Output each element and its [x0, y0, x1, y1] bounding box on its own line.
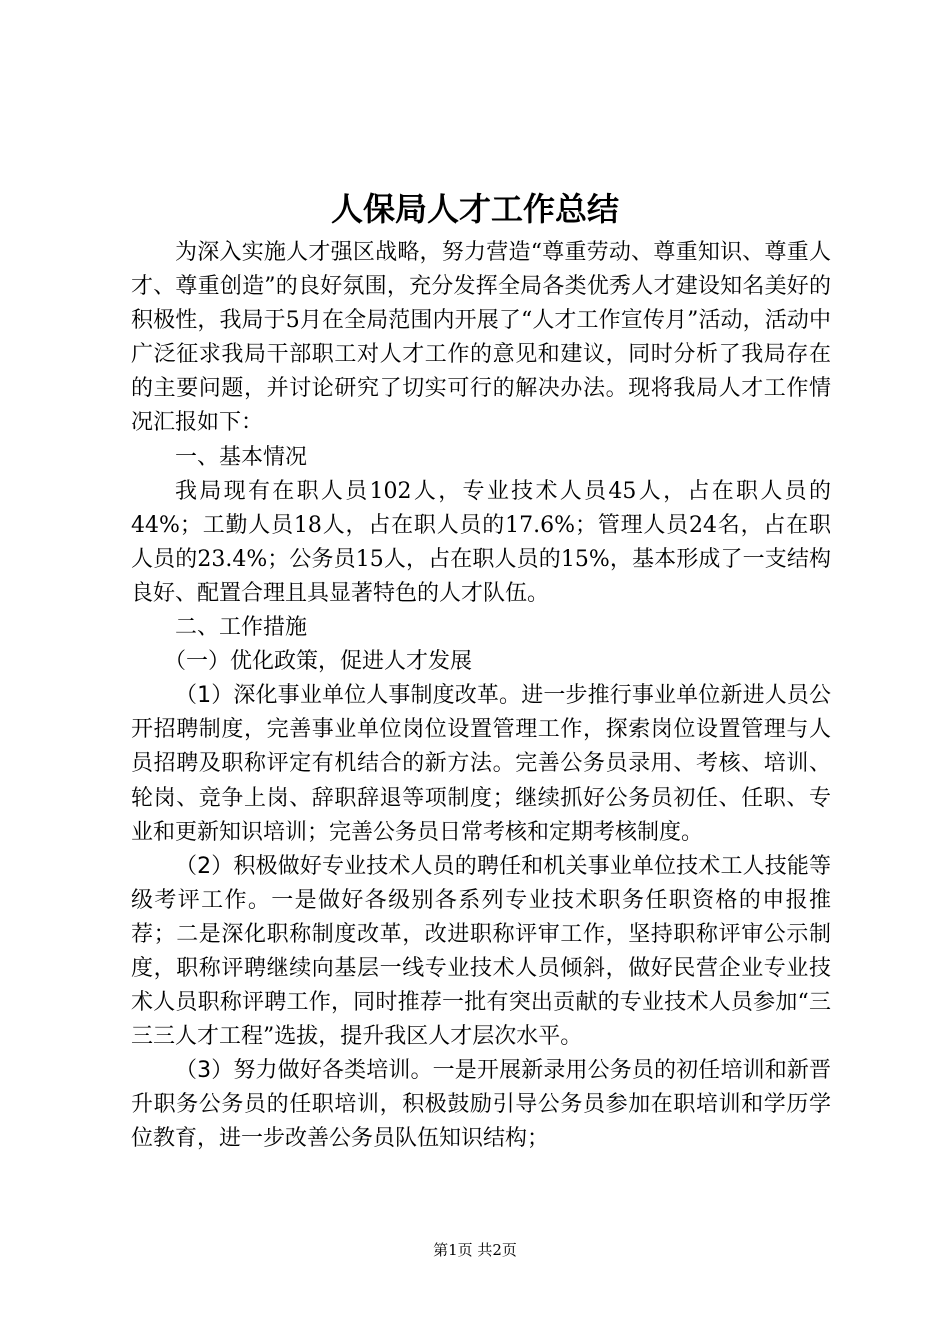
document-title: 人保局人才工作总结	[330, 190, 619, 228]
item-3-paragraph	[131, 1054, 831, 1156]
item-3-text: 一是开展新录用公务员的初任培训和新晋升职务公务员的任职培训，积极鼓励引导公务员参加在职培训和学历学位教育，进一步改善公务员队伍知识结构；	[131, 1058, 831, 1152]
item-1-text: 进一步推行事业单位新进人员公开招聘制度，完善事业单位岗位设置管理工作，探索岗位设置管理与人员招聘及职称评定有机结合的新方法。完善公务员录用、考核、培训、轮岗、竞争上岗、辞职辞退等项制度；继续抓好公务员初任、任职、专业和更新知识培训；完善公务员日常考核和定期考核制度。	[131, 683, 831, 845]
item-2-paragraph	[131, 850, 831, 1055]
item-3-lead: （3）努力做好各类培训。	[175, 1058, 433, 1084]
item-1-lead: （1）深化事业单位人事制度改革。	[175, 683, 522, 709]
item-2-text: 一是做好各级别各系列专业技术职务任职资格的申报推荐；二是深化职称制度改革，改进职称评审工作，坚持职称评审公示制度，职称评聘继续向基层一线专业技术人员倾斜，做好民营企业专业技术人员职称评聘工作，同时推荐一批有突出贡献的专业技术人员参加“三三三人才工程”选拔，提升我区人才层次水平。	[131, 887, 831, 1050]
document-body	[131, 236, 831, 1157]
subsection-heading-policy: （一）优化政策，促进人才发展	[164, 649, 473, 675]
page-footer: 第1页 共2页	[433, 1241, 517, 1259]
intro-paragraph: 为深入实施人才强区战略，努力营造“尊重劳动、尊重知识、尊重人才、尊重创造”的良好氛围，充分发挥全局各类优秀人才建设知名美好的积极性，我局于5月在全局范围内开展了“人才工作宣传月”活动，活动中广泛征求我局干部职工对人才工作的意见和建议，同时分析了我局存在的主要问题，并讨论研究了切实可行的解决办法。现将我局人才工作情况汇报如下：	[131, 240, 831, 436]
section-heading-basic: 一、基本情况	[175, 444, 308, 470]
section-heading-measures: 二、工作措施	[175, 615, 308, 641]
item-2-lead: （2）积极做好专业技术人员的聘任和机关事业单位技术工人技能等级考评工作。	[131, 853, 831, 913]
basic-paragraph: 我局现有在职人员102人，专业技术人员45人，占在职人员的44%；工勤人员18人，占在职人员的17.6%；管理人员24名，占在职人员的23.4%；公务员15人，占在职人员的15%，基本形成了一支结构良好、配置合理且具显著特色的人才队伍。	[131, 478, 831, 606]
item-1-paragraph	[131, 679, 831, 849]
